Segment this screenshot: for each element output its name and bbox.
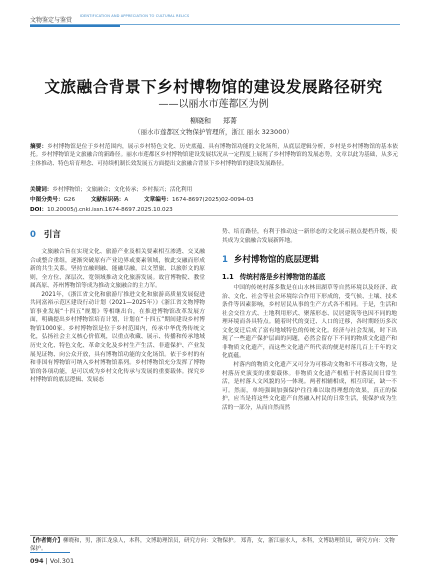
section-heading-1 xyxy=(222,253,397,265)
abstract-text: 乡村博物馆是位于乡村范围内，展示乡村特色文化、历史底蕴、具有博物馆功能的文化场所，从底层逻辑分析，乡村是乡村博物馆的基本依托。乡村博物馆是文旅融合的新路径。丽水市莲都区乡村博物馆建设发展状况从一定程度上展现了乡村博物馆的发展态势，文章以此为基础，从多元主体推动、特色培育理念、可持续机制长效发展五方面提出文旅融合背景下乡村博物馆的建设发展路径。 xyxy=(30,144,398,167)
doi-label: DOI： xyxy=(30,207,48,213)
clc-label: 中图分类号： xyxy=(30,197,64,203)
abstract-label: 摘要： xyxy=(30,144,48,150)
author-note xyxy=(30,537,398,554)
article-subtitle: ——以丽水市莲都区为例 xyxy=(158,99,269,110)
header-accent-rule xyxy=(30,25,120,27)
volume-number: Vol.301 xyxy=(49,557,75,565)
author-name: 郑菁 xyxy=(223,117,237,125)
body-paragraph: 村落内的物质文化遗产又可分为可移动文物和不可移动文物，是村落历史演变的重要载体。非物质文化遗产根植于村落民间日常生活，是村落人文风貌的另一体现。两者相辅相成，相互印证，缺一不可。然而，单纯强调加强保护往往难以取得理想的效果，真正的保护，应当是将这些文化遗产自然融入村民的日常生活，使保护成为生活的一部分，从而自然而然 xyxy=(222,362,397,411)
section-title: 引言 xyxy=(43,230,61,240)
body-paragraph: 文旅融合旨在实现文化、旅游产业及相关要素相互渗透、交叉融合或整合重组，逐渐突破原有产业边界或要素领域，彼此交融而形成新的共生关系。坚持宜融则融、能融尽融，以文塑旅、以旅彰文的原则，全方位、深层次、宽领域推动文化旅游发展。故宫博物院、教堂属高原、苏州博物馆等成为推动文旅融合的主力军。 xyxy=(30,249,205,290)
affiliation: （丽水市莲都区文物保护管理所，浙江 丽水 323000） xyxy=(134,128,293,136)
article-number-label: 文章编号： xyxy=(144,197,172,203)
doc-code-value: A xyxy=(124,197,129,203)
journal-name-en: IDENTIFICATION AND APPRECIATION TO CULTURAL RELICS xyxy=(80,14,190,18)
footnote-rule xyxy=(30,535,398,536)
body-paragraph: 2021年，《浙江省文化和旅游厅推进文化和旅游高质量发展促进共同富裕示范区建设行动计划（2021—2025年）》《浙江省文物博物馆事业发展“十四五”规划》等相继出台，在推进博物馆改革发展方面，明确提出乡村博物馆培育计划，计划在“十四五”期间建设乡村博物馆1000家。乡村博物馆是位于乡村范围内，传承中华优秀传统文化，弘扬社会主义核心价值观，以重点收藏、展示、传播和传承地域历史文化、特色文化、革命文化及乡村生产生活、非遗保护、产业发展见证物、向公众开放，具有博物馆功能的文化场馆。依于乡村的有和非国有博物馆可纳入乡村博物馆系列。乡村博物馆充分发挥了博物馆的各项功能，是可以成为乡村文化传承与发展的重要载体。探究乡村博物馆的底层逻辑、发展态 xyxy=(30,291,205,384)
clc-value: G26 xyxy=(63,197,76,203)
body-paragraph: 中国的传统村落多数是在山水林田湖草等自然环境以及经济、政治、文化、社会等社会环境综合作用下形成的，受气候、土壤、技术条件等因素影响，乡村居民从事的生产方式各不相同。于是，生活和社会交往方式、土地利用形式、聚落形态、民居建筑等也因不同的地理环境而各具特点。随着时代的变迁、人口的迁移，各时期经历多次文化变迁后成了富有地域特色的传统文化。经济与社会发展，时下出现了一些遗产保护层面的问题，必然会留存下不同的物质文化遗产和非物质文化遗产，而这些文化遗产所代表的便是村落几百上千年的文化底蕴。 xyxy=(222,285,397,360)
keywords-label: 关键词： xyxy=(30,187,53,193)
subsection-title: 传统村落是乡村博物馆的基底 xyxy=(239,273,326,282)
body-paragraph: 势、培育路径，有利于推动这一新形态的文化展示据点提档升级，使其成为文旅融合发展新阵地。 xyxy=(222,229,397,244)
page-footer: 094 | Vol.301 xyxy=(30,557,75,565)
author-note-text: 柳晓和，男，浙江龙泉人，本科，文博助理馆员，研究方向：文物保护。 郑菁，女，浙江丽水人，本科，文博助理馆员，研究方向：文物保护。 xyxy=(30,538,395,553)
subsection-heading-1-1 xyxy=(222,271,397,281)
author-note-label: 【作者简介】 xyxy=(30,538,64,544)
keywords-text: 乡村博物馆；文旅融合；文化传承；乡村振兴；活化利用 xyxy=(52,187,193,193)
section-title: 乡村博物馆的底层逻辑 xyxy=(233,255,319,266)
running-header xyxy=(30,15,400,29)
journal-name: 文物鉴定与鉴赏 xyxy=(30,17,73,24)
classification-line xyxy=(30,195,254,203)
article-title: 文旅融合背景下乡村博物馆的建设发展路径研究 xyxy=(44,77,383,96)
article-number-value: 1674-8697(2025)02-0094-03 xyxy=(171,197,254,203)
page-number: 094 xyxy=(30,557,44,565)
doc-code-label: 文献标识码： xyxy=(90,197,125,203)
left-column xyxy=(30,228,205,385)
section-heading-intro xyxy=(30,228,205,240)
subsection-number: 1.1 xyxy=(222,273,234,282)
section-number: 1 xyxy=(222,255,228,266)
right-column xyxy=(222,228,397,412)
doi-value: 10.20005/j.cnki.issn.1674-8697.2025.10.023 xyxy=(47,207,173,213)
section-number: 0 xyxy=(30,230,36,240)
footer-rule xyxy=(30,552,70,553)
keywords xyxy=(30,185,192,193)
abstract-separator xyxy=(30,215,398,216)
author-list xyxy=(20,116,407,126)
author-name: 柳晓和 xyxy=(190,117,211,125)
doi-line xyxy=(30,205,173,213)
abstract xyxy=(30,143,398,168)
